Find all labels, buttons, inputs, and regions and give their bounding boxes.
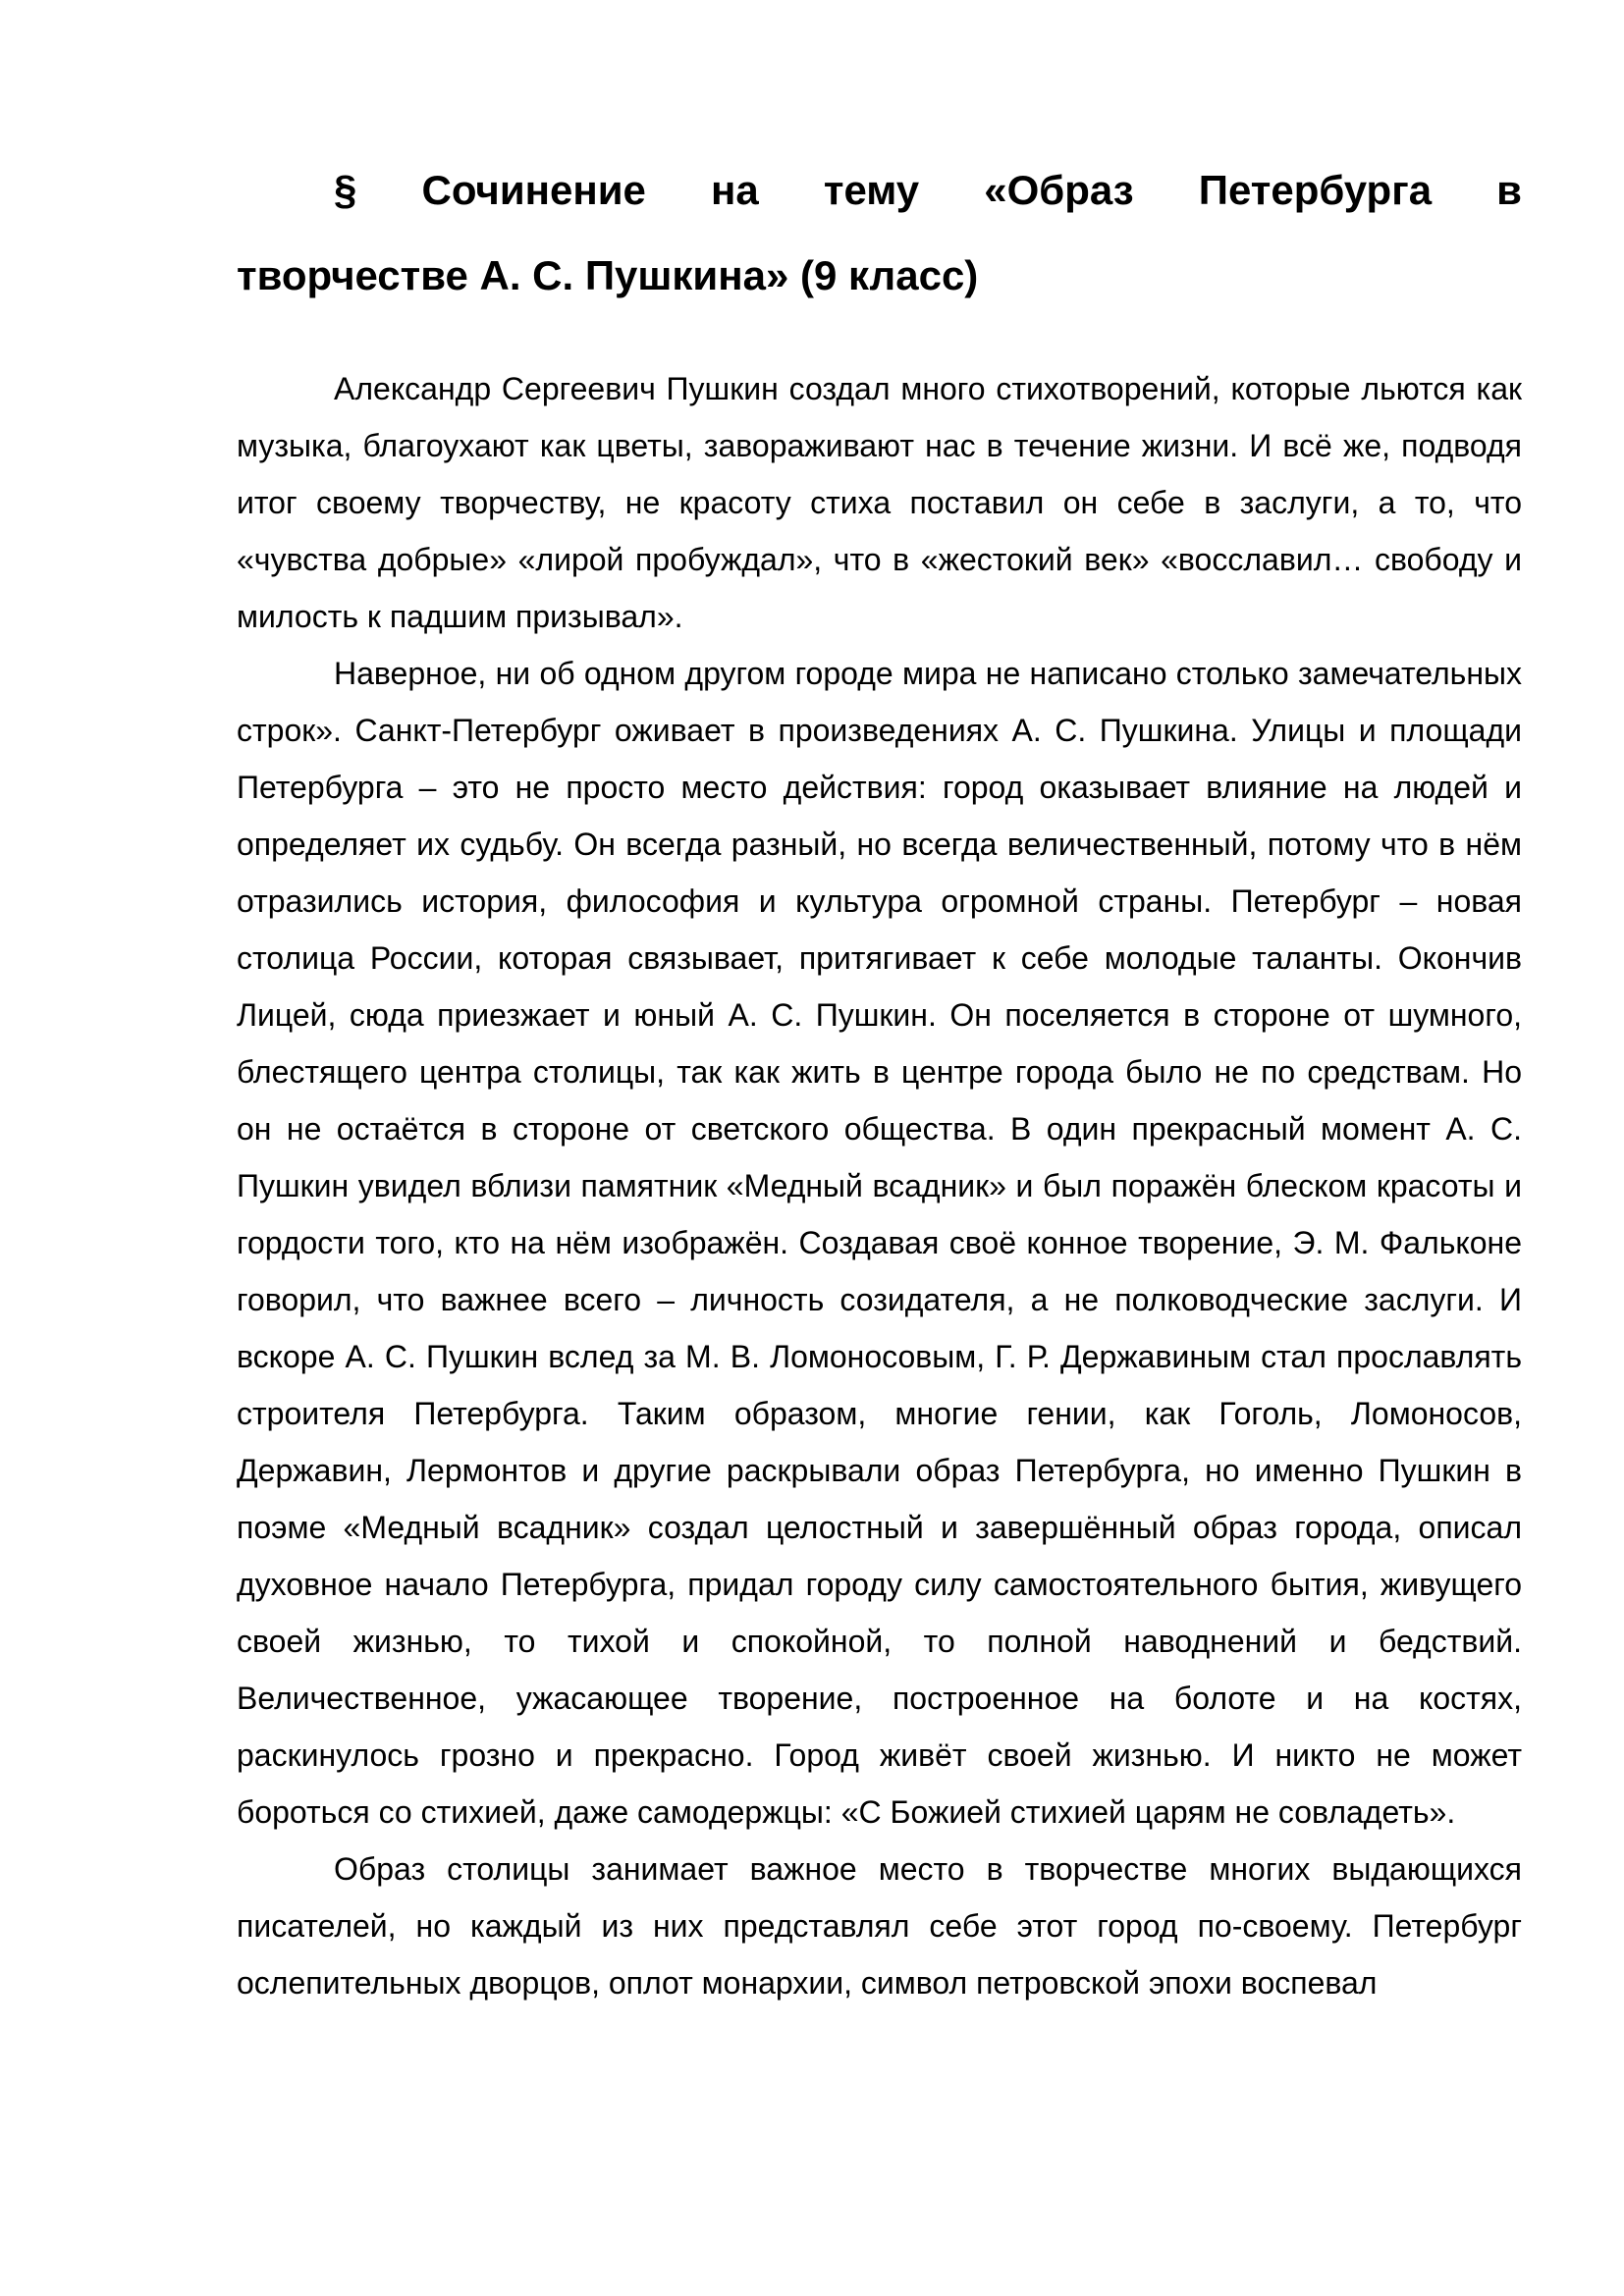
paragraph: Наверное, ни об одном другом городе мира не написано столько замечательных строк». Санкт-Петербург оживает в произведениях А. С. Пушкина. Улицы и площади Петербурга – это не просто место действия: город оказывает влияние на людей и определяет их судьбу. Он всегда разный, но всегда величественный, потому что в нём отразились история, философия и культура огромной страны. Петербург – новая столица России, которая связывает, притягивает к себе молодые таланты. Окончив Лицей, сюда приезжает и юный А. С. Пушкин. Он поселяется в стороне от шумного, блестящего центра столицы, так как жить в центре города было не по средствам. Но он не остаётся в стороне от светского общества. В один прекрасный момент А. С. Пушкин увидел вблизи памятник «Медный всадник» и был поражён блеском красоты и гордости того, кто на нём изображён. Создавая своё конное творение, Э. М. Фальконе говорил, что важнее всего – личность созидателя, а не полководческие заслуги. И вскоре А. С. Пушкин вслед за М. В. Ломоносовым, Г. Р. Державиным стал прославлять строителя Петербурга. Таким образом, многие гении, как Гоголь, Ломоносов, Державин, Лермонтов и другие раскрывали образ Петербурга, но именно Пушкин в поэме «Медный всадник» создал целостный и завершённый образ города, описал духовное начало Петербурга, придал городу силу самостоятельного бытия, живущего своей жизнью, то тихой и спокойной, то полной наводнений и бедствий. Величественное, ужасающее творение, построенное на болоте и на костях, раскинулось грозно и прекрасно. Город живёт своей жизнью. И никто не может бороться со стихией, даже самодержцы: «С Божией стихией царям не совладеть». xyxy=(237,656,1522,1830)
paragraph: Александр Сергеевич Пушкин создал много стихотворений, которые льются как музыка, благоухают как цветы, завораживают нас в течение жизни. И всё же, подводя итог своему творчеству, не красоту стиха поставил он себе в заслуги, а то, что «чувства добрые» «лирой пробуждал», что в «жестокий век» «восславил… свободу и милость к падшим призывал». xyxy=(237,371,1522,634)
paragraph: Образ столицы занимает важное место в творчестве многих выдающихся писателей, но каждый из них представлял себе этот город по-своему. Петербург ослепительных дворцов, оплот монархии, символ петровской эпохи воспевал xyxy=(237,1851,1522,2001)
document-page xyxy=(237,147,1522,2011)
document-body xyxy=(237,360,1522,2011)
title-line-2: творчестве А. С. Пушкина» (9 класс) xyxy=(237,252,979,298)
document-title xyxy=(237,147,1522,318)
title-line-1: § Сочинение на тему «Образ Петербурга в xyxy=(334,167,1522,213)
